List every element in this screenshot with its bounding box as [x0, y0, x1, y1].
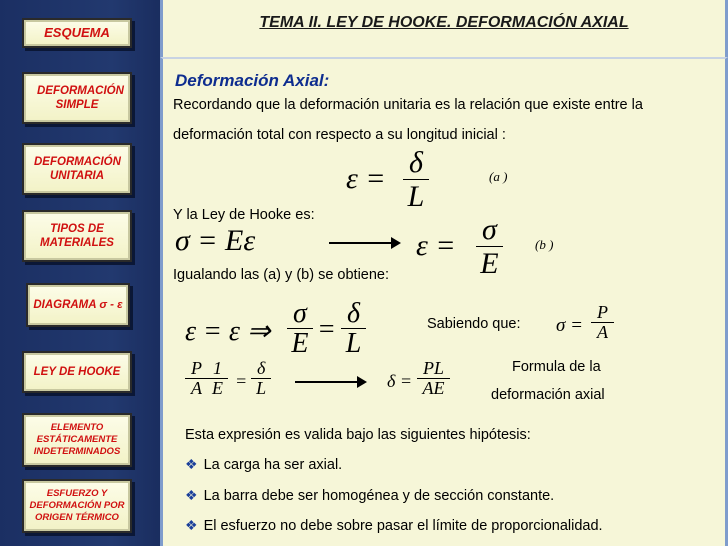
hypothesis-text: La barra debe ser homogénea y de sección constante. — [203, 488, 555, 504]
equals-sign: = — [317, 314, 336, 345]
intro-text-line-2: deformación total con respecto a su longitud inicial : — [173, 127, 506, 143]
equation-a-label: (a ) — [489, 169, 508, 184]
nav-button-ley-de-hooke[interactable] — [22, 351, 132, 393]
nav-button-esquema[interactable] — [22, 18, 132, 48]
result-arrow — [295, 381, 365, 383]
delta-over-l-fraction — [341, 299, 366, 360]
fraction-denominator: E — [212, 377, 223, 398]
formula-caption-line-2: deformación axial — [491, 387, 605, 403]
diamond-bullet-icon: ❖ — [185, 517, 198, 533]
intro-text-line-1: Recordando que la deformación unitaria es la relación que existe entre la — [173, 97, 643, 113]
equation-a-fraction — [403, 147, 429, 213]
fraction-numerator: σ — [476, 214, 503, 247]
fraction-denominator: E — [480, 246, 499, 280]
nav-label: DIAGRAMA σ - ε — [33, 298, 123, 311]
hooke-law-text: Y la Ley de Hooke es: — [173, 207, 315, 223]
fraction-denominator: A — [191, 377, 202, 398]
hypotheses-intro: Esta expresión es valida bajo las siguientes hipótesis: — [185, 427, 531, 443]
p-over-a-fraction — [591, 303, 614, 343]
fraction-numerator: δ — [341, 299, 366, 329]
equation-b-fraction — [476, 214, 503, 280]
fraction-denominator: L — [407, 179, 425, 213]
fraction-numerator: δ — [403, 147, 429, 180]
nav-label: LEY DE HOOKE — [33, 365, 121, 378]
axial-deformation-equation: δ = — [387, 371, 413, 391]
sigma-over-e-fraction — [287, 299, 313, 360]
nav-label: DEFORMACIÓN SIMPLE — [37, 84, 124, 111]
fraction-numerator: 1 — [207, 359, 228, 379]
equation-a-epsilon: ε = — [346, 162, 386, 195]
pl-over-ae-fraction — [417, 359, 450, 399]
title-bar — [160, 0, 728, 57]
p-over-a-fraction-2 — [185, 359, 208, 399]
nav-label: ESFUERZO Y DEFORMACIÓN POR ORIGEN TÉRMICO — [29, 488, 125, 523]
equals-sign-2: = — [235, 371, 248, 391]
diamond-bullet-icon: ❖ — [185, 487, 198, 503]
nav-label: ESQUEMA — [44, 24, 110, 40]
hypothesis-item — [185, 517, 603, 534]
nav-button-tipos-de-materiales[interactable] — [22, 210, 132, 262]
navigation-panel — [0, 0, 160, 546]
fraction-numerator: δ — [251, 359, 271, 379]
nav-button-deformacion-unitaria[interactable] — [22, 143, 132, 195]
hooke-equation: σ = Eε — [175, 224, 256, 257]
nav-label: ELEMENTO ESTÁTICAMENTE INDETERMINADOS — [33, 422, 121, 457]
hypothesis-text: El esfuerzo no debe sobre pasar el límite de proporcionalidad. — [203, 518, 603, 534]
section-heading: Deformación Axial: — [175, 71, 330, 90]
fraction-numerator: PL — [417, 359, 450, 379]
equation-b-label: (b ) — [535, 237, 554, 252]
fraction-denominator: AE — [422, 377, 445, 398]
nav-button-diagrama-sigma-epsilon[interactable] — [26, 283, 130, 327]
implies-arrow — [329, 242, 399, 244]
formula-caption-line-1: Formula de la — [512, 359, 601, 375]
hypothesis-item — [185, 487, 554, 504]
fraction-numerator: P — [185, 359, 208, 379]
combined-equation: ε = ε ⇒ — [185, 316, 271, 347]
fraction-denominator: L — [345, 328, 362, 360]
nav-label: DEFORMACIÓN UNITARIA — [34, 155, 121, 182]
fraction-numerator: σ — [287, 299, 313, 329]
one-over-e-fraction — [207, 359, 228, 399]
nav-button-deformacion-simple[interactable] — [22, 72, 132, 124]
nav-button-esfuerzo-deformacion-termico[interactable] — [22, 479, 132, 533]
fraction-denominator: L — [256, 377, 267, 398]
fraction-numerator: P — [591, 303, 614, 323]
slide-content — [160, 57, 728, 546]
knowing-that-label: Sabiendo que: — [427, 316, 521, 332]
fraction-denominator: A — [597, 321, 608, 342]
diamond-bullet-icon: ❖ — [185, 456, 198, 472]
page-title: TEMA II. LEY DE HOOKE. DEFORMACIÓN AXIAL — [259, 14, 629, 31]
hypothesis-text: La carga ha ser axial. — [203, 457, 343, 473]
nav-button-elemento-estaticamente-indeterminados[interactable] — [22, 413, 132, 467]
equating-text: Igualando las (a) y (b) se obtiene: — [173, 267, 390, 283]
fraction-denominator: E — [291, 328, 309, 360]
equation-b-epsilon: ε = — [416, 229, 456, 262]
stress-definition: σ = — [556, 315, 583, 336]
delta-over-l-fraction-2 — [251, 359, 271, 399]
hypothesis-item — [185, 456, 342, 473]
nav-label: TIPOS DE MATERIALES — [40, 222, 114, 249]
